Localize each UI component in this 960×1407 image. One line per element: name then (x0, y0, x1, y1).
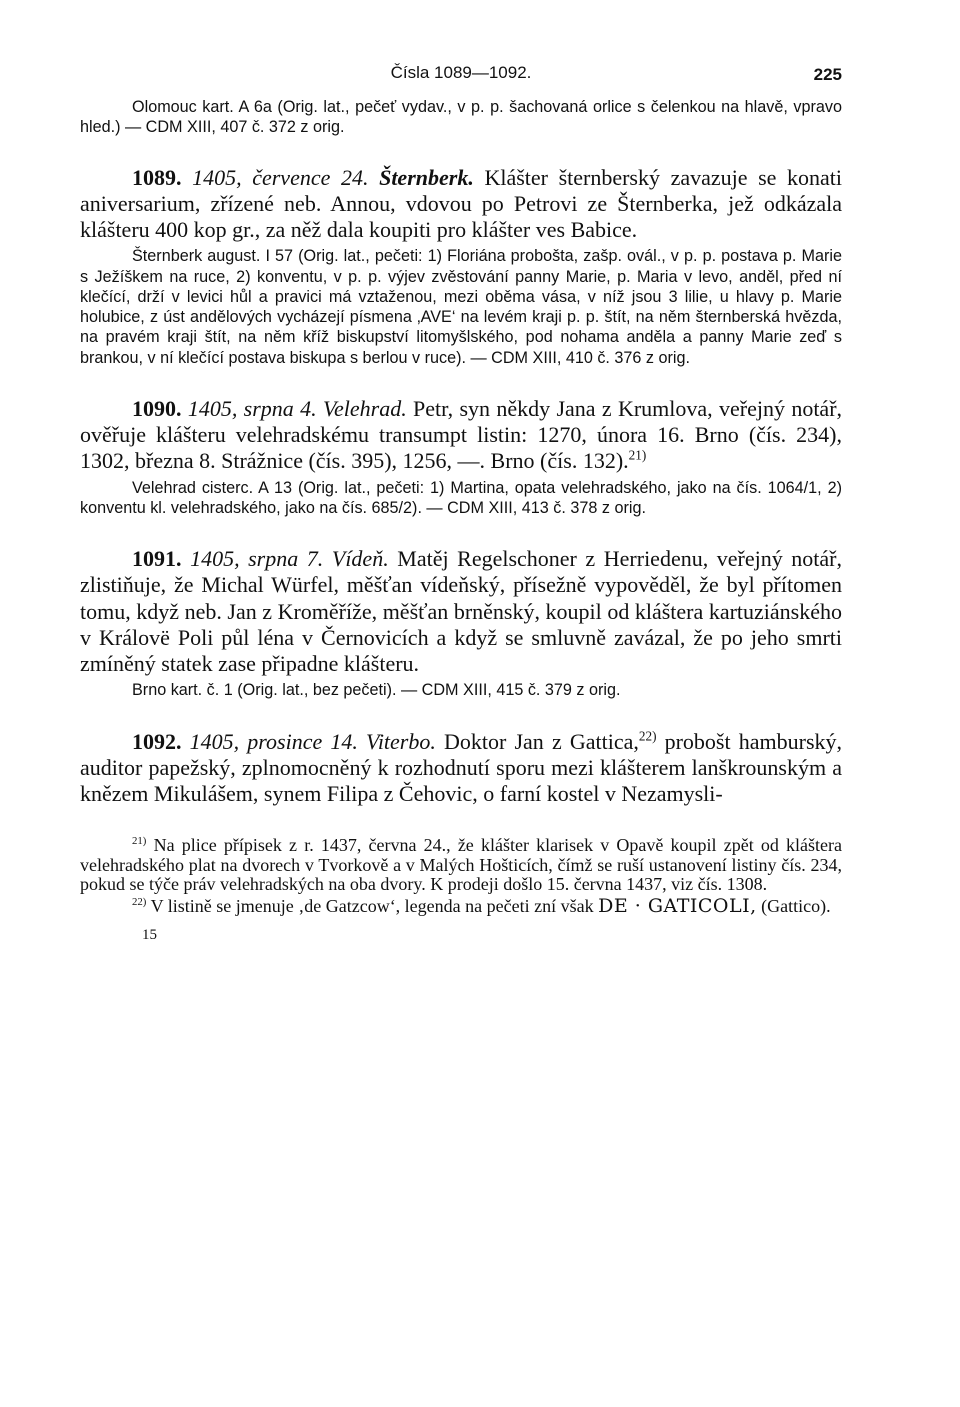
entry-1090-body (80, 396, 842, 475)
signature-mark: 15 (142, 926, 157, 943)
footnote-text-after: (Gattico). (761, 896, 831, 917)
entry-date: 1405, července 24. (192, 164, 369, 190)
entry-place: Velehrad. (323, 395, 407, 421)
entry-1092-body (80, 729, 842, 808)
entry-date: 1405, srpna 4. (187, 395, 317, 421)
entry-1091-body (80, 546, 842, 677)
entry-1090 (80, 396, 842, 518)
running-header (80, 55, 842, 91)
entry-text: Klášter šternberský zavazuje se konati aniversarium, zřízené neb. Annou, vdovou po Petrovi ze Šternberka, jež odkázala klášteru 400 kop gr., za něž dala koupiti pro klášter ves Babice. (80, 164, 843, 242)
footnote-21 (80, 836, 842, 894)
footnote-ref: 22) (638, 728, 657, 744)
header-title: Čísla 1089—1092. (390, 63, 532, 82)
intro-source: Olomouc kart. A 6a (Orig. lat., pečeť vydav., v p. p. šachovaná orlice s čelenkou na hlavě, vpravo hled.) — CDM XIII, 407 č. 372 z orig. (80, 98, 842, 137)
footnote-mark: 22) (132, 896, 147, 909)
entry-place: Vídeň. (331, 546, 389, 572)
entry-text-before: Doktor Jan z Gattica, (444, 728, 639, 754)
seal-legend: DE · GATICOLI, (598, 895, 757, 918)
footnote-22 (80, 897, 842, 916)
entry-text: Matěj Regelschoner z Herriedenu, veřejný notář, zlistiňuje, že Michal Würfel, měšťan vídeňský, přísežně vypověděl, že byl přítomen tomu, když neb. Jan z Kroměříže, měšťan brněnský, koupil od kláštera kartuziánského v Královë Poli půl léna v Černovicích a když se smluvně zavázal, že po jeho smrti zmíněný statek zase připadne klášteru. (80, 546, 843, 676)
entry-date: 1405, prosince 14. (189, 728, 358, 754)
document-page (80, 55, 842, 944)
entry-text: probošt hamburský, auditor papežský, zplnomocněný k rozhodnutí sporu mezi klášterem lanškrounským a knězem Mikulášem, synem Filipa z Čehovic, o farní kostel v Nezamysli- (80, 728, 843, 806)
entry-text: Petr, syn někdy Jana z Krumlova, veřejný notář, ověřuje klášteru velehradskému transumpt listin: 1270, února 16. Brno (čís. 234), 1302, března 8. Strážnice (čís. 395), 1256, —. Brno (čís. 132). (80, 395, 843, 474)
entry-1091 (80, 546, 842, 700)
footnote-ref: 21) (628, 448, 647, 464)
footnote-text: Na plice přípisek z r. 1437, června 24., že klášter klarisek v Opavě koupil zpět od kláštera velehradského plat na dvorech v Tvorkově a v Malých Hošticích, čímž se ruší ustanovení listiny čís. 234, pokud se týče práv velehradských na oba dvory. K prodeji došlo 15. června 1437, viz čís. 1308. (80, 835, 843, 894)
footnote-text: V listině se jmenuje ‚de Gatzcow‘, legenda na pečeti zní však (150, 896, 594, 917)
entry-date: 1405, srpna 7. (190, 546, 324, 572)
entry-1089-source: Šternberk august. I 57 (Orig. lat., pečeti: 1) Floriána probošta, zašp. ovál., v p. p. postava p. Marie s Ježíškem na ruce, 2) konventu, v p. p. výjev zvěstování panny Marie, p. Maria v levo, anděl, před ní klečící, drží v levici hůl a pravici má vztaženou, mezi oběma vása, v níž jsou 3 lilie, u hlavy p. Marie holubice, z úst andělových vycházejí písmena ‚AVE‘ na levém kraji p. p. štít, na něm šternberská hvězda, na pravém kraji štít, na něm kříž biskupství litomyšlského, pod nohama anděla a panny Marie zeď s brankou, v ní klečící postava biskupa s berlou v ruce). — CDM XIII, 410 č. 376 z orig. (80, 247, 842, 367)
entry-1089 (80, 165, 842, 368)
entry-place: Šternberk. (379, 164, 474, 190)
entry-number: 1089. (132, 164, 182, 190)
page-number: 225 (813, 65, 842, 84)
footnote-mark: 21) (132, 835, 147, 848)
entry-number: 1090. (132, 395, 182, 421)
entry-number: 1091. (132, 546, 182, 572)
entry-1089-body (80, 165, 842, 244)
entry-1090-source: Velehrad cisterc. A 13 (Orig. lat., pečeti: 1) Martina, opata velehradského, jako na čís. 1064/1, 2) konventu kl. velehradského, jako na čís. 685/2). — CDM XIII, 413 č. 378 z orig. (80, 478, 842, 517)
entry-number: 1092. (132, 728, 182, 754)
entry-place: Viterbo. (366, 728, 436, 754)
entry-1091-source: Brno kart. č. 1 (Orig. lat., bez pečeti). — CDM XIII, 415 č. 379 z orig. (132, 681, 621, 700)
entry-1092 (80, 729, 842, 808)
footnotes (80, 836, 842, 917)
